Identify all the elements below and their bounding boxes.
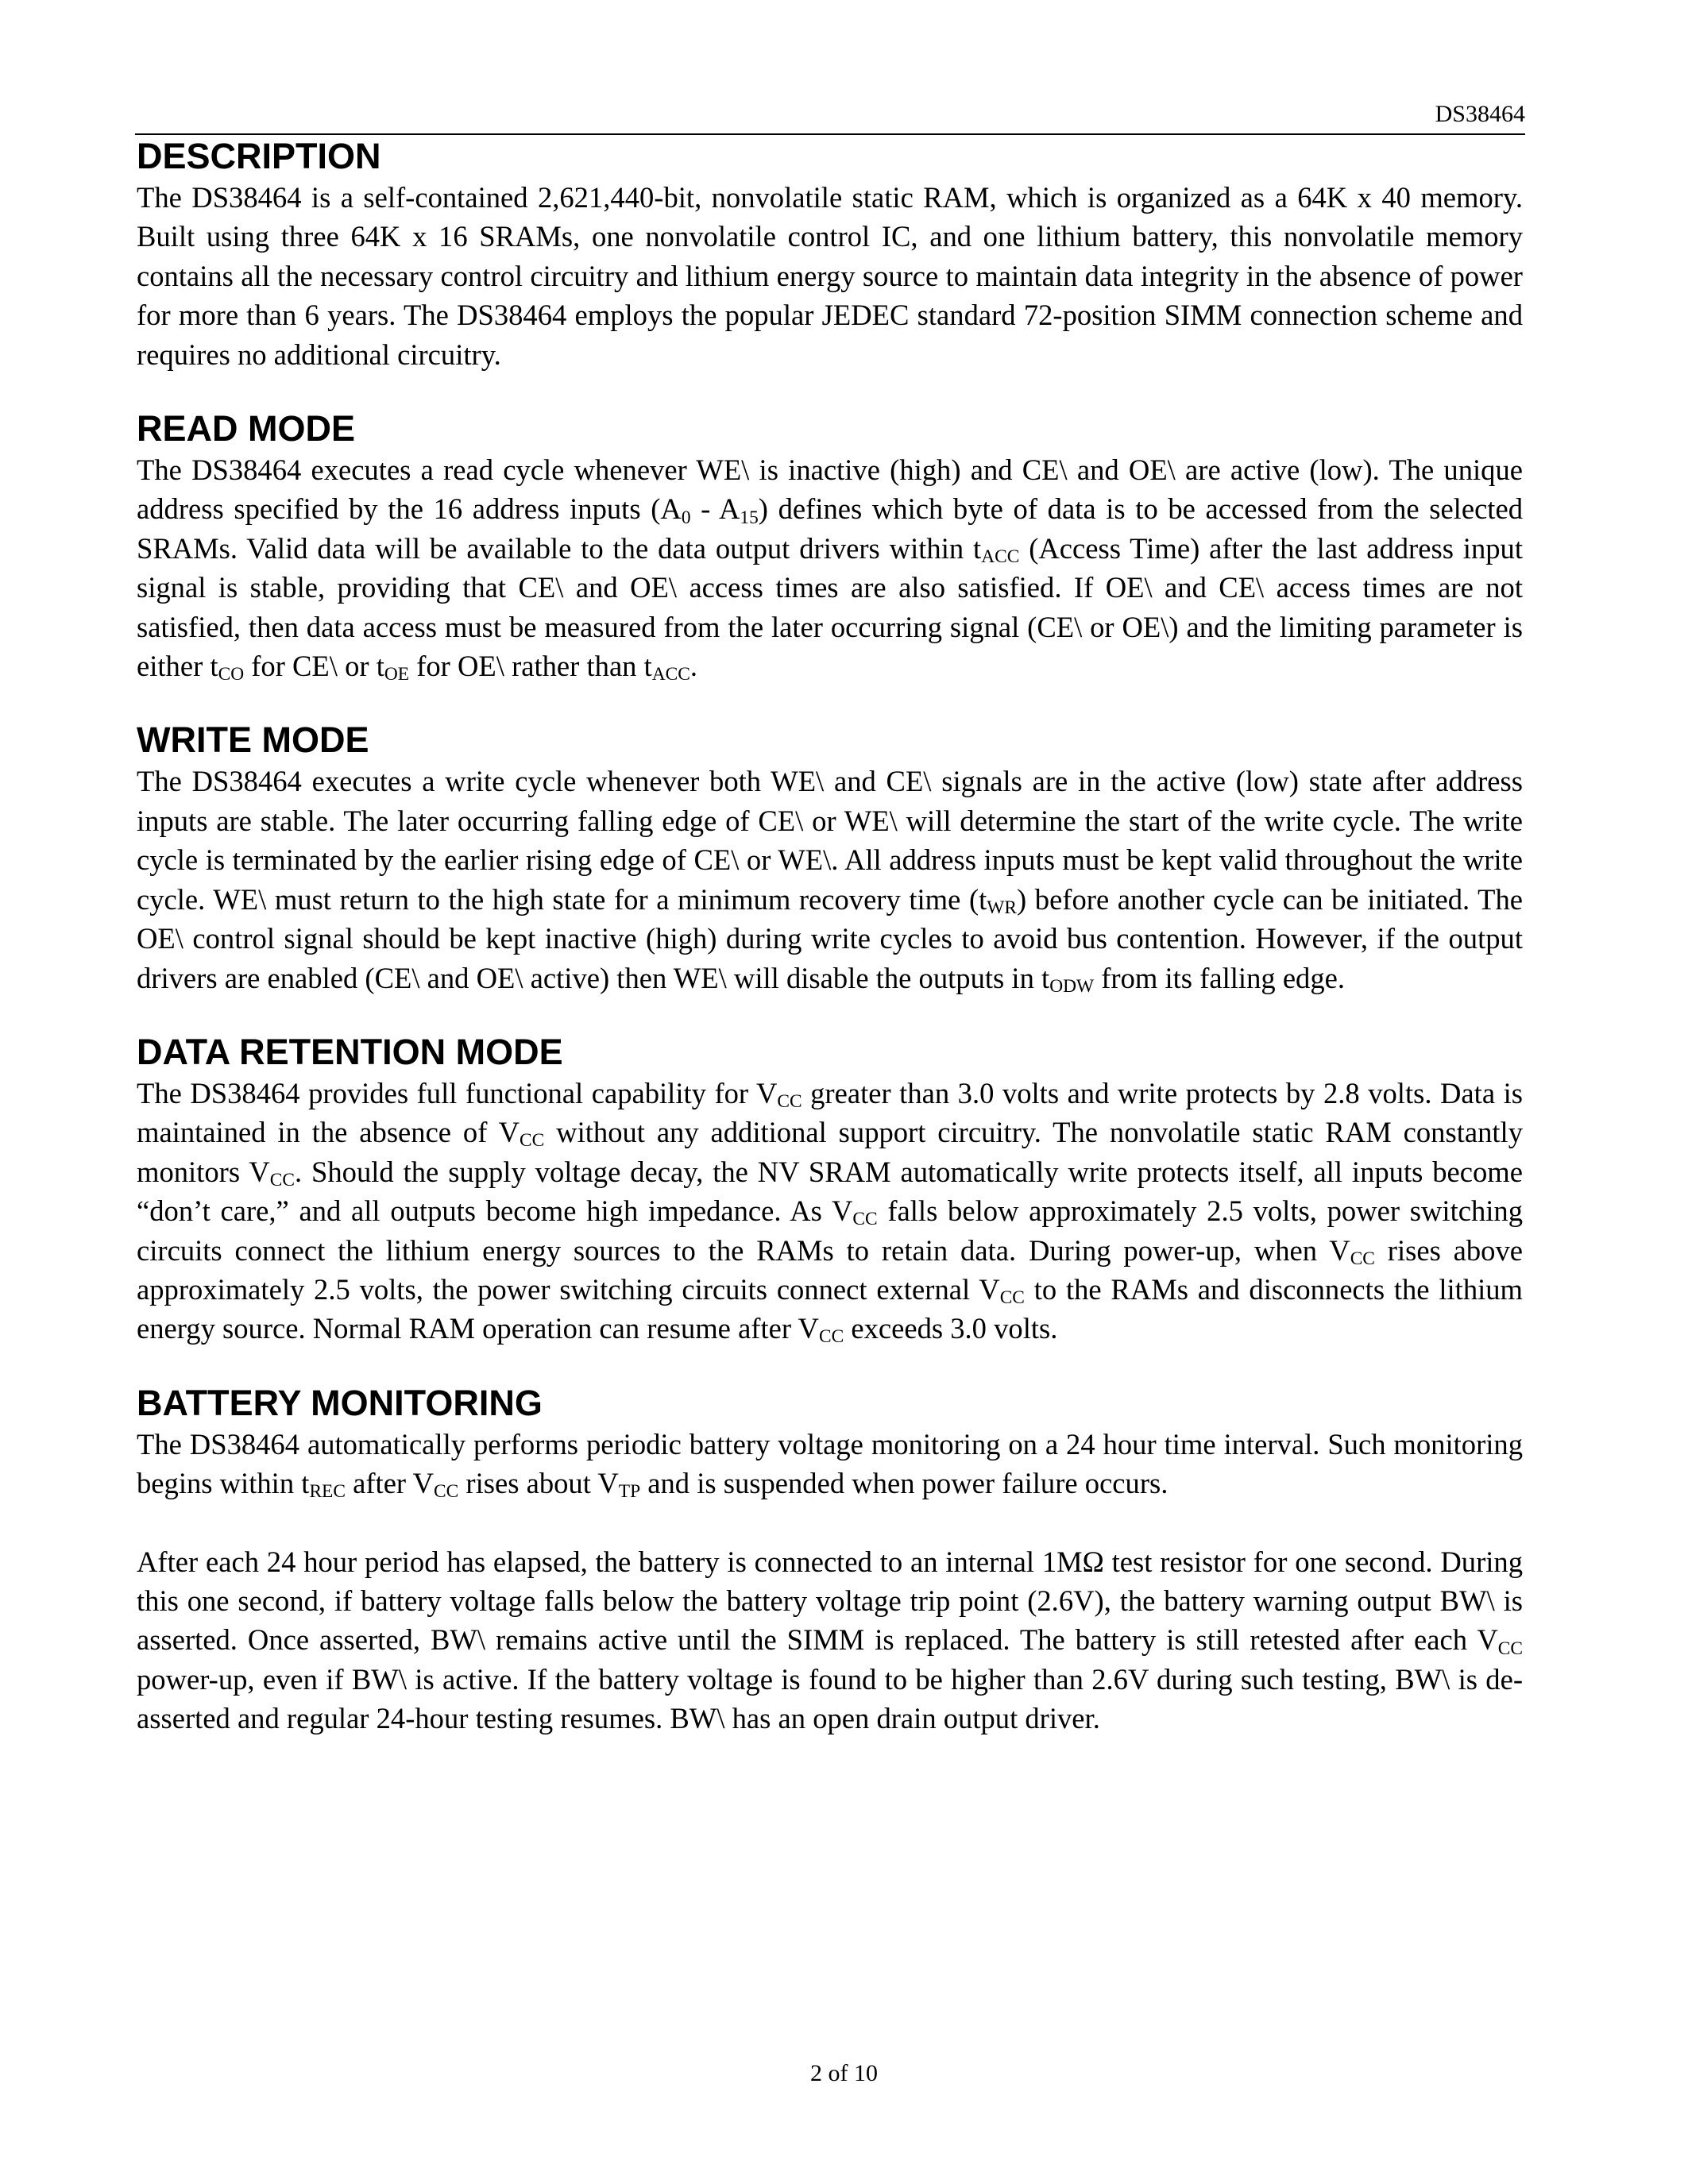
section-data-retention-mode (137, 1031, 1523, 1349)
subscript: ACC (981, 546, 1020, 567)
subscript: CC (269, 1169, 295, 1190)
subscript: ACC (651, 664, 690, 685)
heading-data-retention-mode: DATA RETENTION MODE (137, 1031, 563, 1072)
paragraph-battery-monitoring-2 (137, 1542, 1523, 1738)
page-number: 2 of 10 (810, 2060, 878, 2086)
page-header (135, 100, 1525, 135)
subscript: 0 (681, 507, 691, 528)
text-run: greater than 3.0 volts and write protects by 2.8 volts. Data is maintained in the absence of V (137, 1076, 1523, 1149)
subscript: CC (520, 1130, 545, 1152)
text-run: without any additional support circuitry. The nonvolatile static RAM constantly monitors V (137, 1116, 1524, 1188)
page-footer (0, 2059, 1688, 2088)
heading-write-mode: WRITE MODE (137, 720, 369, 761)
text-run: after V (345, 1467, 435, 1500)
subscript: CC (818, 1326, 844, 1348)
subscript: 15 (740, 507, 759, 528)
page-content (137, 135, 1523, 1738)
paragraph-battery-monitoring-1 (137, 1425, 1523, 1503)
subscript: CC (999, 1287, 1025, 1309)
text-run: - A (690, 492, 740, 526)
text-run: The DS38464 automatically performs periodic battery voltage monitoring on a 24 hour time interval. Such monitoring begins within t (137, 1427, 1523, 1500)
heading-description: DESCRIPTION (137, 136, 381, 176)
subscript: WR (987, 897, 1018, 918)
text-run: . (689, 650, 698, 683)
text-run: falls below approximately 2.5 volts, power switching circuits connect the lithium energy sources to the RAMs to retain data. During power-up, when V (137, 1194, 1523, 1267)
text-run: After each 24 hour period has elapsed, the battery is connected to an internal 1MΩ test resistor for one second. During this one second, if battery voltage falls below the battery voltage trip point (2.6V), the battery warning output BW\ is asserted. Once asserted, BW\ remains active until the SIMM is replaced. The battery is still retested after each V (137, 1545, 1523, 1657)
text-run: The DS38464 executes a read cycle whenever WE\ is inactive (high) and CE\ and OE\ are active (low). The unique address specified by the 16 address inputs (A (137, 453, 1523, 526)
text-run: ) before another cycle can be initiated. The OE\ control signal should be kept inactive (high) during write cycles to avoid bus contention. However, if the output drivers are enabled (CE\ and OE\ active) then WE\ will disable the outputs in t (137, 882, 1523, 994)
text-run: from its falling edge. (1094, 961, 1346, 994)
text-run: power-up, even if BW\ is active. If the battery voltage is found to be higher than 2.6V during such testing, BW\ is de-asserted and regular 24-hour testing resumes. BW\ has an open drain output driver. (137, 1662, 1523, 1735)
document-id: DS38464 (1435, 101, 1525, 127)
text-run: and is suspended when power failure occurs. (640, 1467, 1168, 1500)
subscript: REC (309, 1481, 346, 1503)
heading-battery-monitoring: BATTERY MONITORING (137, 1382, 543, 1423)
section-read-mode (137, 407, 1523, 685)
paragraph-read-mode (137, 450, 1523, 685)
text-run: (Access Time) after the last address input signal is stable, providing that CE\ and OE\ access times are also satisfied. If OE\ and CE\ access times are not satisfied, then data access must be measured from the later occurring signal (CE\ or OE\) and the limiting parameter is either t (137, 531, 1523, 683)
text-run: rises about V (458, 1467, 619, 1500)
paragraph-write-mode (137, 762, 1523, 997)
subscript: CO (218, 664, 245, 685)
subscript: TP (618, 1481, 641, 1503)
heading-read-mode: READ MODE (137, 408, 356, 450)
section-battery-monitoring (137, 1382, 1523, 1738)
text-run: . Should the supply voltage decay, the NV SRAM automatically write protects itself, all inputs become “don’t care,” and all outputs become high impedance. As V (137, 1155, 1523, 1228)
text-run: for OE\ rather than t (409, 650, 652, 683)
paragraph-description: The DS38464 is a self-contained 2,621,440-bit, nonvolatile static RAM, which is organized as a 64K x 40 memory. Built using three 64K x 16 SRAMs, one nonvolatile control IC, and one lithium battery, this nonvolatile memory contains all the necessary control circuitry and lithium energy source to maintain data integrity in the absence of power for more than 6 years. The DS38464 employs the popular JEDEC standard 72-position SIMM connection scheme and requires no additional circuitry. (137, 181, 1523, 371)
section-description (137, 135, 1523, 374)
text-run: rises above approximately 2.5 volts, the power switching circuits connect external V (137, 1233, 1523, 1306)
subscript: CC (434, 1481, 459, 1503)
text-run: The DS38464 executes a write cycle whenever both WE\ and CE\ signals are in the active (low) state after address inputs are stable. The later occurring falling edge of CE\ or WE\ will determine the start of the write cycle. The write cycle is terminated by the earlier rising edge of CE\ or WE\. All address inputs must be kept valid throughout the write cycle. WE\ must return to the high state for a minimum recovery time (t (137, 765, 1523, 916)
text-run: ) defines which byte of data is to be accessed from the selected SRAMs. Valid data will be available to the data output drivers within t (137, 492, 1523, 565)
text-run: exceeds 3.0 volts. (844, 1312, 1058, 1345)
text-run: for CE\ or t (244, 650, 384, 683)
section-write-mode (137, 719, 1523, 997)
text-run: The DS38464 provides full functional capability for V (137, 1076, 778, 1109)
subscript: OE (384, 664, 410, 685)
subscript: CC (852, 1209, 878, 1230)
text-run: to the RAMs and disconnects the lithium energy source. Normal RAM operation can resume after V (137, 1272, 1524, 1345)
subscript: ODW (1049, 975, 1095, 997)
paragraph-data-retention-mode (137, 1074, 1523, 1349)
subscript: CC (1350, 1248, 1375, 1269)
subscript: CC (777, 1091, 802, 1113)
subscript: CC (1497, 1638, 1523, 1659)
